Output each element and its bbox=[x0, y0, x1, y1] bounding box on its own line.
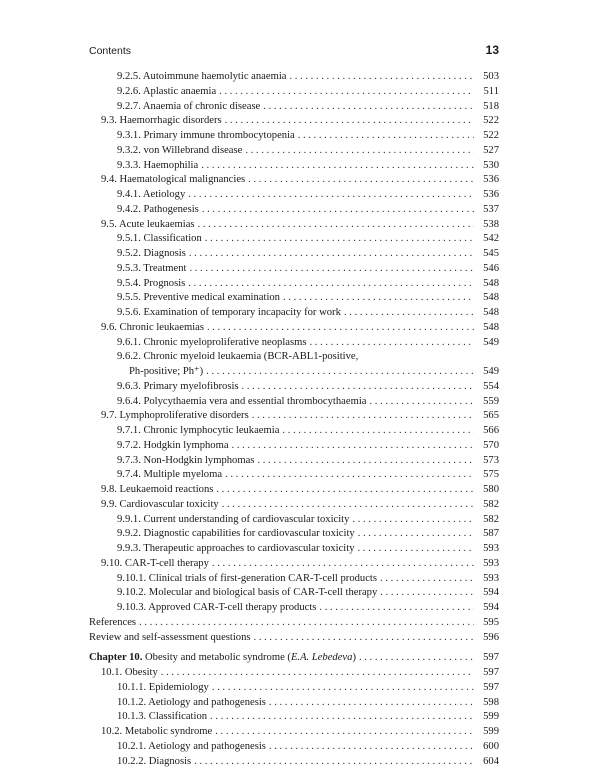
toc-entry[interactable] bbox=[89, 336, 499, 351]
toc-entry-page: 536 bbox=[477, 188, 499, 203]
dot-leader bbox=[369, 395, 474, 410]
toc-entry-text: 9.4.1. Aetiology bbox=[117, 189, 185, 200]
toc-entry-label bbox=[117, 468, 222, 483]
dot-leader bbox=[232, 439, 474, 454]
toc-entry[interactable] bbox=[89, 651, 499, 666]
dot-leader bbox=[257, 454, 474, 469]
toc-entry-page: 570 bbox=[477, 439, 499, 454]
toc-entry-page: 565 bbox=[477, 409, 499, 424]
toc-entry-text: 10.2.1. Aetiology and pathogenesis bbox=[117, 741, 266, 752]
toc-entry-page: 537 bbox=[477, 203, 499, 218]
dot-leader bbox=[352, 513, 474, 528]
toc-entry[interactable] bbox=[89, 409, 499, 424]
toc-entry-text: 9.10.2. Molecular and biological basis of CAR-T-cell therapy bbox=[117, 587, 377, 598]
toc-entry-text: 9.7.4. Multiple myeloma bbox=[117, 469, 222, 480]
toc-entry[interactable] bbox=[89, 586, 499, 601]
toc-entry[interactable] bbox=[89, 696, 499, 711]
toc-entry-label bbox=[117, 291, 280, 306]
toc-entry-label bbox=[117, 350, 358, 365]
toc-entry-label bbox=[89, 631, 251, 646]
toc-entry[interactable] bbox=[89, 70, 499, 85]
toc-entry-page: 548 bbox=[477, 277, 499, 292]
chapter-label: Chapter 10. bbox=[89, 652, 142, 663]
toc-entry[interactable] bbox=[89, 218, 499, 233]
toc-entry[interactable] bbox=[89, 321, 499, 336]
toc-entry-text: 10.1. Obesity bbox=[101, 667, 158, 678]
toc-entry-text: 9.2.7. Anaemia of chronic disease bbox=[117, 101, 260, 112]
toc-entry[interactable] bbox=[89, 232, 499, 247]
toc-entry-text: 9.4. Haematological malignancies bbox=[101, 174, 245, 185]
dot-leader bbox=[139, 616, 474, 631]
toc-entry-text: 9.2.6. Aplastic anaemia bbox=[117, 86, 216, 97]
toc-entry[interactable] bbox=[89, 203, 499, 218]
toc-entry-label bbox=[117, 203, 199, 218]
toc-entry-text: 9.5.3. Treatment bbox=[117, 263, 186, 274]
page-number: 13 bbox=[486, 43, 499, 57]
dot-leader bbox=[189, 262, 474, 277]
toc-entry-label bbox=[117, 527, 355, 542]
toc-entry-page: 548 bbox=[477, 306, 499, 321]
dot-leader bbox=[309, 336, 474, 351]
toc-entry-label bbox=[117, 542, 355, 557]
toc-entry[interactable] bbox=[89, 527, 499, 542]
toc-entry-page: 593 bbox=[477, 557, 499, 572]
toc-entry-text: Ph-positive; Ph⁺) bbox=[129, 366, 203, 377]
toc-entry-page: 554 bbox=[477, 380, 499, 395]
dot-leader bbox=[212, 557, 474, 572]
dot-leader bbox=[242, 380, 474, 395]
toc-entry-page: 597 bbox=[477, 651, 499, 666]
toc-entry-text: 9.9.2. Diagnostic capabilities for cardiovascular toxicity bbox=[117, 528, 355, 539]
toc-entry-text: References bbox=[89, 617, 136, 628]
toc-entry-label bbox=[89, 651, 356, 666]
toc-entry-label bbox=[101, 557, 209, 572]
toc-entry-text: 9.9.1. Current understanding of cardiovascular toxicity bbox=[117, 514, 349, 525]
toc-entry-label bbox=[101, 498, 219, 513]
dot-leader bbox=[283, 291, 474, 306]
toc-entry-text: 10.2. Metabolic syndrome bbox=[101, 726, 212, 737]
toc-entry-label bbox=[117, 601, 316, 616]
toc-entry-label bbox=[117, 710, 207, 725]
toc-entry-label bbox=[117, 696, 266, 711]
toc-entry-label bbox=[117, 247, 186, 262]
toc-entry-text: 9.5.5. Preventive medical examination bbox=[117, 292, 280, 303]
toc-entry-page: 587 bbox=[477, 527, 499, 542]
dot-leader bbox=[359, 651, 474, 666]
toc-entry-text: 9.9.3. Therapeutic approaches to cardiovascular toxicity bbox=[117, 543, 355, 554]
toc-entry[interactable] bbox=[89, 631, 499, 646]
author-name: E.A. Lebedeva bbox=[291, 652, 352, 663]
dot-leader bbox=[319, 601, 474, 616]
dot-leader bbox=[248, 173, 474, 188]
toc-entry[interactable] bbox=[89, 306, 499, 321]
toc-entry[interactable] bbox=[89, 173, 499, 188]
dot-leader bbox=[202, 203, 474, 218]
toc-entry-label bbox=[101, 321, 204, 336]
toc-entry-page: 518 bbox=[477, 100, 499, 115]
toc-entry-text: 9.5.1. Classification bbox=[117, 233, 202, 244]
toc-entry-text: 9.10. CAR-T-cell therapy bbox=[101, 558, 209, 569]
toc-entry-text: 9.3. Haemorrhagic disorders bbox=[101, 115, 222, 126]
toc-entry-label bbox=[117, 513, 349, 528]
dot-leader bbox=[380, 572, 474, 587]
toc-entry-page: 566 bbox=[477, 424, 499, 439]
toc-entry[interactable] bbox=[89, 542, 499, 557]
toc-entry-page: 549 bbox=[477, 365, 499, 380]
toc-entry-page: 503 bbox=[477, 70, 499, 85]
toc-entry-page: 582 bbox=[477, 513, 499, 528]
toc-entry-text: 9.6.4. Polycythaemia vera and essential thrombocythaemia bbox=[117, 396, 366, 407]
dot-leader bbox=[222, 498, 474, 513]
toc-entry-text: 9.9. Cardiovascular toxicity bbox=[101, 499, 219, 510]
toc-entry-text: 9.6.2. Chronic myeloid leukaemia (BCR-ABL1-positive, bbox=[117, 351, 358, 362]
toc-entry-label bbox=[117, 681, 209, 696]
toc-entry-label bbox=[117, 232, 202, 247]
toc-entry-label bbox=[101, 725, 212, 740]
toc-entry[interactable] bbox=[89, 85, 499, 100]
toc-entry-text: 9.7.1. Chronic lymphocytic leukaemia bbox=[117, 425, 279, 436]
toc-entry-label bbox=[117, 277, 185, 292]
toc-entry-page: 599 bbox=[477, 725, 499, 740]
toc-entry-label bbox=[117, 586, 377, 601]
toc-entry[interactable] bbox=[89, 616, 499, 631]
toc-entry[interactable] bbox=[89, 483, 499, 498]
toc-entry-page: 594 bbox=[477, 586, 499, 601]
toc-entry-page: 598 bbox=[477, 696, 499, 711]
toc-entry-label bbox=[117, 85, 216, 100]
toc-entry-label bbox=[117, 129, 295, 144]
dot-leader bbox=[210, 710, 474, 725]
toc-entry-page: 597 bbox=[477, 666, 499, 681]
toc-entry-text: 9.6.3. Primary myelofibrosis bbox=[117, 381, 239, 392]
toc-entry-text: 9.5. Acute leukaemias bbox=[101, 219, 195, 230]
toc-entry[interactable] bbox=[89, 395, 499, 410]
toc-entry-label bbox=[101, 114, 222, 129]
toc-entry-page: 573 bbox=[477, 454, 499, 469]
toc-entry-label bbox=[117, 144, 242, 159]
toc-entry-label bbox=[117, 159, 198, 174]
dot-leader bbox=[198, 218, 474, 233]
toc-entry-text: 10.1.1. Epidemiology bbox=[117, 682, 209, 693]
toc-entry-page: 546 bbox=[477, 262, 499, 277]
dot-leader bbox=[219, 85, 474, 100]
toc-entry-text: 9.5.2. Diagnosis bbox=[117, 248, 186, 259]
toc-entry-label bbox=[117, 380, 239, 395]
toc-entry-page: 548 bbox=[477, 321, 499, 336]
toc-entry-label bbox=[117, 100, 260, 115]
toc-entry[interactable] bbox=[89, 725, 499, 740]
dot-leader bbox=[380, 586, 474, 601]
toc-entry-page: 593 bbox=[477, 542, 499, 557]
dot-leader bbox=[252, 409, 474, 424]
toc-entry-label bbox=[117, 740, 266, 755]
toc-entry-page: 527 bbox=[477, 144, 499, 159]
dot-leader bbox=[206, 365, 474, 380]
toc-entry-label bbox=[117, 439, 229, 454]
toc-entry-page: 604 bbox=[477, 755, 499, 769]
dot-leader bbox=[201, 159, 474, 174]
toc-entry-text-end: ) bbox=[352, 652, 356, 663]
toc-entry[interactable] bbox=[89, 557, 499, 572]
toc-entry-label bbox=[101, 483, 213, 498]
toc-entry-text: 9.7.2. Hodgkin lymphoma bbox=[117, 440, 229, 451]
toc-entry-label bbox=[117, 572, 377, 587]
dot-leader bbox=[245, 144, 474, 159]
toc-entry-label bbox=[117, 262, 186, 277]
toc-entry[interactable] bbox=[89, 350, 499, 365]
toc-entry-page: 599 bbox=[477, 710, 499, 725]
toc-entry[interactable] bbox=[89, 188, 499, 203]
dot-leader bbox=[216, 483, 474, 498]
toc-entry-text: 9.8. Leukaemoid reactions bbox=[101, 484, 213, 495]
toc-entry-text: 9.7. Lymphoproliferative disorders bbox=[101, 410, 249, 421]
toc-entry-label bbox=[101, 218, 195, 233]
running-title: Contents bbox=[89, 45, 131, 57]
toc-entry-page: 596 bbox=[477, 631, 499, 646]
toc-entry-text: 9.5.6. Examination of temporary incapacity for work bbox=[117, 307, 341, 318]
dot-leader bbox=[358, 527, 474, 542]
toc-entry[interactable] bbox=[89, 365, 499, 380]
toc-entry[interactable] bbox=[89, 454, 499, 469]
toc-entry-label bbox=[117, 188, 185, 203]
toc-entry-page: 538 bbox=[477, 218, 499, 233]
toc-entry[interactable] bbox=[89, 262, 499, 277]
toc-entry-label bbox=[117, 424, 279, 439]
toc-entry-label bbox=[129, 365, 203, 380]
toc-entry-page: 580 bbox=[477, 483, 499, 498]
toc-entry[interactable] bbox=[89, 498, 499, 513]
toc-entry-text: 9.10.1. Clinical trials of first-generation CAR-T-cell products bbox=[117, 573, 377, 584]
toc-entry-label bbox=[117, 395, 366, 410]
dot-leader bbox=[358, 542, 475, 557]
toc-entry-text: 9.5.4. Prognosis bbox=[117, 278, 185, 289]
dot-leader bbox=[188, 188, 474, 203]
toc-entry[interactable] bbox=[89, 129, 499, 144]
toc-entry-text: 9.3.2. von Willebrand disease bbox=[117, 145, 242, 156]
toc-entry-label bbox=[117, 336, 306, 351]
toc-entry-page: 559 bbox=[477, 395, 499, 410]
dot-leader bbox=[188, 277, 474, 292]
toc-entry-page: 542 bbox=[477, 232, 499, 247]
toc-entry-text: 10.1.2. Aetiology and pathogenesis bbox=[117, 697, 266, 708]
dot-leader bbox=[254, 631, 474, 646]
dot-leader bbox=[225, 114, 474, 129]
dot-leader bbox=[225, 468, 474, 483]
dot-leader bbox=[194, 755, 474, 769]
toc-entry-text: 9.7.3. Non-Hodgkin lymphomas bbox=[117, 455, 254, 466]
toc-entry-page: 548 bbox=[477, 291, 499, 306]
toc-entry[interactable] bbox=[89, 681, 499, 696]
dot-leader bbox=[207, 321, 474, 336]
toc-entry-text: 9.6.1. Chronic myeloproliferative neoplasms bbox=[117, 337, 306, 348]
toc-entry-page: 549 bbox=[477, 336, 499, 351]
toc-entry-text: Obesity and metabolic syndrome ( bbox=[142, 652, 291, 663]
toc-entry[interactable] bbox=[89, 277, 499, 292]
toc-entry-page: 575 bbox=[477, 468, 499, 483]
toc-entry[interactable] bbox=[89, 513, 499, 528]
dot-leader bbox=[189, 247, 474, 262]
toc-entry[interactable] bbox=[89, 247, 499, 262]
toc-entry-text: 9.3.3. Haemophilia bbox=[117, 160, 198, 171]
toc-entry-text: 10.1.3. Classification bbox=[117, 711, 207, 722]
toc-entry[interactable] bbox=[89, 100, 499, 115]
toc-entry[interactable] bbox=[89, 601, 499, 616]
toc-entry-page: 522 bbox=[477, 129, 499, 144]
toc-entry-page: 600 bbox=[477, 740, 499, 755]
dot-leader bbox=[282, 424, 474, 439]
toc-entry-text: Review and self-assessment questions bbox=[89, 632, 251, 643]
toc-entry-page: 595 bbox=[477, 616, 499, 631]
toc-entry-label bbox=[101, 666, 158, 681]
toc-entry[interactable] bbox=[89, 114, 499, 129]
toc-entry-label bbox=[117, 70, 286, 85]
toc-entry-page: 594 bbox=[477, 601, 499, 616]
table-of-contents bbox=[89, 70, 499, 769]
toc-entry-text: 9.3.1. Primary immune thrombocytopenia bbox=[117, 130, 295, 141]
toc-entry-page: 545 bbox=[477, 247, 499, 262]
toc-entry[interactable] bbox=[89, 755, 499, 769]
toc-entry[interactable] bbox=[89, 159, 499, 174]
dot-leader bbox=[215, 725, 474, 740]
dot-leader bbox=[298, 129, 474, 144]
dot-leader bbox=[212, 681, 474, 696]
toc-entry-label bbox=[117, 454, 254, 469]
toc-entry[interactable] bbox=[89, 439, 499, 454]
toc-entry-page: 536 bbox=[477, 173, 499, 188]
toc-entry[interactable] bbox=[89, 666, 499, 681]
toc-entry[interactable] bbox=[89, 424, 499, 439]
toc-entry-text: 9.6. Chronic leukaemias bbox=[101, 322, 204, 333]
toc-entry-text: 10.2.2. Diagnosis bbox=[117, 756, 191, 767]
dot-leader bbox=[161, 666, 474, 681]
toc-entry-label bbox=[89, 616, 136, 631]
toc-entry-page: 511 bbox=[477, 85, 499, 100]
toc-entry-page: 522 bbox=[477, 114, 499, 129]
dot-leader bbox=[269, 696, 474, 711]
dot-leader bbox=[269, 740, 474, 755]
toc-entry[interactable] bbox=[89, 710, 499, 725]
toc-entry[interactable] bbox=[89, 468, 499, 483]
toc-entry-text: 9.2.5. Autoimmune haemolytic anaemia bbox=[117, 71, 286, 82]
dot-leader bbox=[205, 232, 474, 247]
toc-entry-page: 593 bbox=[477, 572, 499, 587]
toc-entry-label bbox=[101, 173, 245, 188]
toc-entry-page: 582 bbox=[477, 498, 499, 513]
dot-leader bbox=[289, 70, 474, 85]
toc-entry-text: 9.10.3. Approved CAR-T-cell therapy products bbox=[117, 602, 316, 613]
toc-entry[interactable] bbox=[89, 572, 499, 587]
toc-entry-label bbox=[117, 755, 191, 769]
toc-entry-label bbox=[117, 306, 341, 321]
toc-entry[interactable] bbox=[89, 740, 499, 755]
toc-entry[interactable] bbox=[89, 144, 499, 159]
dot-leader bbox=[263, 100, 474, 115]
toc-entry-text: 9.4.2. Pathogenesis bbox=[117, 204, 199, 215]
toc-entry-page: 597 bbox=[477, 681, 499, 696]
toc-entry-label bbox=[101, 409, 249, 424]
toc-entry[interactable] bbox=[89, 380, 499, 395]
page-header bbox=[89, 43, 499, 63]
toc-entry-page: 530 bbox=[477, 159, 499, 174]
dot-leader bbox=[344, 306, 474, 321]
toc-entry[interactable] bbox=[89, 291, 499, 306]
